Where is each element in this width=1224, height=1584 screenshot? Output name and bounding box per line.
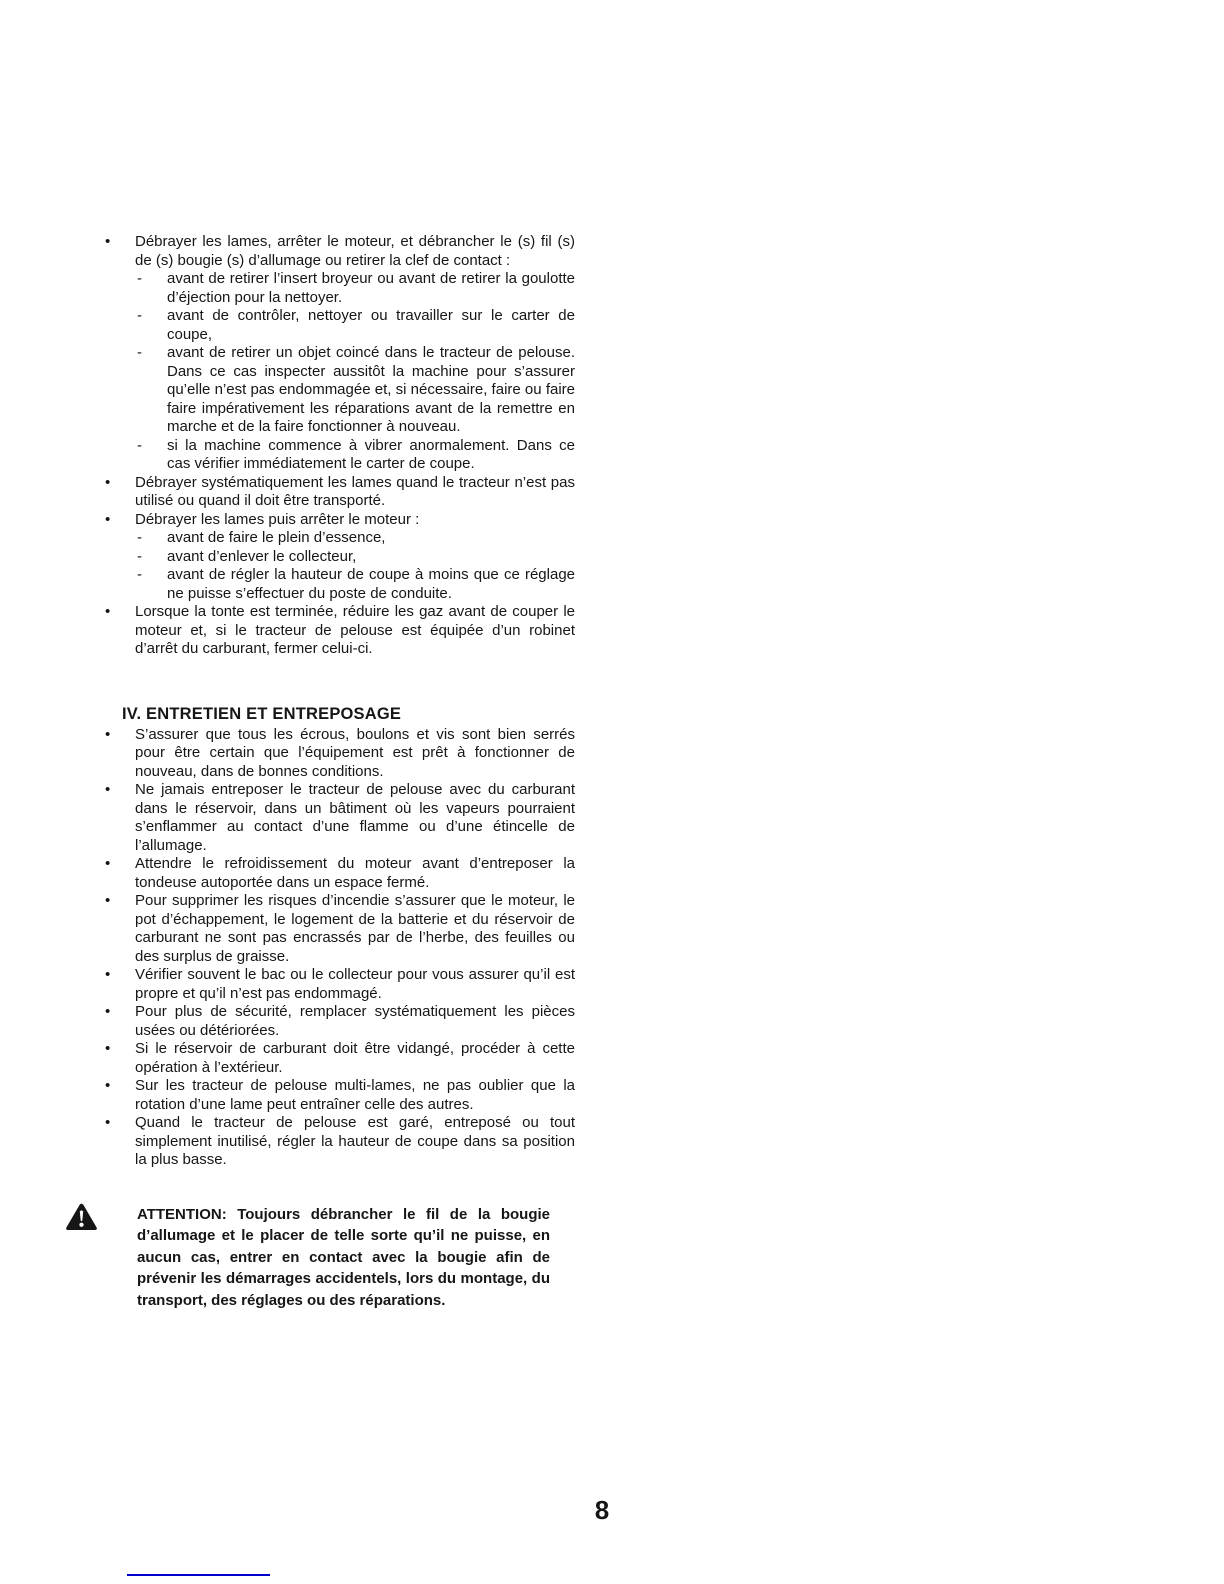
list-item <box>105 892 575 966</box>
sub-list <box>105 270 575 474</box>
bullet-marker: • <box>105 892 111 909</box>
list-item-text: Si le réservoir de carburant doit être vidangé, procéder à cette opération à l’extérieur. <box>135 1040 575 1076</box>
bullet-marker: • <box>105 966 111 983</box>
sub-list-item-text: avant de faire le plein d’essence, <box>167 529 386 546</box>
bullet-marker: • <box>105 473 111 491</box>
dash-marker: - <box>137 270 142 287</box>
dash-marker: - <box>137 436 142 454</box>
maintenance-list <box>105 726 575 1170</box>
list-item-text: Débrayer les lames, arrêter le moteur, et débrancher le (s) fil (s) de (s) bougie (s) d’allumage ou retirer la clef de contact : <box>135 233 575 269</box>
sub-list-item-text: avant d’enlever le collecteur, <box>167 547 357 565</box>
list-item <box>105 1003 575 1040</box>
sub-list-item <box>137 307 575 344</box>
sub-list-item <box>137 344 575 437</box>
list-item-text: Lorsque la tonte est terminée, réduire les gaz avant de couper le moteur et, si le tracteur de pelouse est équipée d’un robinet d’arrêt du carburant, fermer celui-ci. <box>135 603 575 657</box>
list-item <box>105 603 575 659</box>
list-item <box>105 781 575 855</box>
footer-underline <box>127 1574 270 1576</box>
list-item-text: S’assurer que tous les écrous, boulons et vis sont bien serrés pour être certain que l’équipement est prêt à fonctionner de nouveau, dans de bonnes conditions. <box>135 725 575 780</box>
sub-list-item <box>137 437 575 474</box>
warning-triangle-icon <box>65 1203 98 1232</box>
list-item-text: Débrayer les lames puis arrêter le moteur : <box>135 510 420 528</box>
dash-marker: - <box>137 547 142 565</box>
list-item <box>105 511 575 530</box>
bullet-marker: • <box>105 781 111 798</box>
section-heading: IV. ENTRETIEN ET ENTREPOSAGE <box>122 704 402 723</box>
sub-list-item <box>137 270 575 307</box>
warning-icon-cell <box>65 1201 137 1312</box>
list-item <box>105 474 575 511</box>
bullet-marker: • <box>105 603 111 620</box>
list-item-text: Débrayer systématiquement les lames quand le tracteur n’est pas utilisé ou quand il doit être transporté. <box>135 473 575 509</box>
bullet-marker: • <box>105 510 111 528</box>
sub-list-item-text: avant de régler la hauteur de coupe à moins que ce réglage ne puisse s’effectuer du poste de conduite. <box>167 566 575 602</box>
bullet-marker: • <box>105 1003 111 1020</box>
sub-list-item-text: avant de retirer l’insert broyeur ou avant de retirer la goulotte d’éjection pour la nettoyer. <box>167 270 575 306</box>
sub-list-item-text: avant de contrôler, nettoyer ou travailler sur le carter de coupe, <box>167 307 575 343</box>
list-item-text: Sur les tracteur de pelouse multi-lames, ne pas oublier que la rotation d’une lame peut entraîner celle des autres. <box>135 1077 575 1113</box>
sub-list <box>105 529 575 603</box>
sub-list-item-text: avant de retirer un objet coincé dans le tracteur de pelouse. Dans ce cas inspecter aussitôt la machine pour s’assurer qu’elle n’est pas endommagée et, si nécessaire, faire ou faire faire impérativement les réparations avant de la remettre en marche et de la faire fonctionner à nouveau. <box>167 344 575 435</box>
list-item <box>105 726 575 782</box>
list-item-text: Attendre le refroidissement du moteur avant d’entreposer la tondeuse autoportée dans un espace fermé. <box>135 855 575 891</box>
sub-list-item <box>137 529 575 548</box>
bullet-marker: • <box>105 1077 111 1094</box>
page-number: 8 <box>594 1495 610 1525</box>
list-item-text: Vérifier souvent le bac ou le collecteur pour vous assurer qu’il est propre et qu’il n’est pas endommagé. <box>135 966 575 1002</box>
list-item <box>105 966 575 1003</box>
bullet-marker: • <box>105 1114 111 1131</box>
content-column <box>105 233 575 1311</box>
dash-marker: - <box>137 307 142 324</box>
list-item-text: Ne jamais entreposer le tracteur de pelouse avec du carburant dans le réservoir, dans un bâtiment où les vapeurs pourraient s’enflammer au contact d’une flamme ou d’une étincelle de l’allumage. <box>135 781 575 854</box>
warning-note <box>65 1201 575 1312</box>
bullet-marker: • <box>105 725 111 743</box>
sub-list-item <box>137 566 575 603</box>
list-item-text: Pour plus de sécurité, remplacer systématiquement les pièces usées ou détériorées. <box>135 1003 575 1039</box>
bullet-marker: • <box>105 1040 111 1057</box>
list-item <box>105 1114 575 1170</box>
sub-list-item-text: si la machine commence à vibrer anormalement. Dans ce cas vérifier immédiatement le carter de coupe. <box>167 436 575 472</box>
list-item <box>105 1040 575 1077</box>
safety-instructions-list <box>105 233 575 659</box>
bullet-marker: • <box>105 233 111 250</box>
dash-marker: - <box>137 529 142 546</box>
list-item <box>105 1077 575 1114</box>
warning-text: ATTENTION: Toujours débrancher le fil de la bougie d’allumage et le placer de telle sorte qu’il ne puisse, en aucun cas, entrer en contact avec la bougie afin de prévenir les démarrages accidentels, lors du montage, du transport, des réglages ou des réparations. <box>137 1205 550 1309</box>
dash-marker: - <box>137 566 142 583</box>
list-item-text: Quand le tracteur de pelouse est garé, entreposé ou tout simplement inutilisé, régler la hauteur de coupe dans sa position la plus basse. <box>135 1114 575 1168</box>
dash-marker: - <box>137 344 142 361</box>
list-item <box>105 855 575 892</box>
list-item <box>105 233 575 270</box>
sub-list-item <box>137 548 575 567</box>
list-item-text: Pour supprimer les risques d’incendie s’assurer que le moteur, le pot d’échappement, le logement de la batterie et du réservoir de carburant ne sont pas encrassés par de l’herbe, des feuilles ou des surplus de graisse. <box>135 892 575 965</box>
bullet-marker: • <box>105 855 111 872</box>
